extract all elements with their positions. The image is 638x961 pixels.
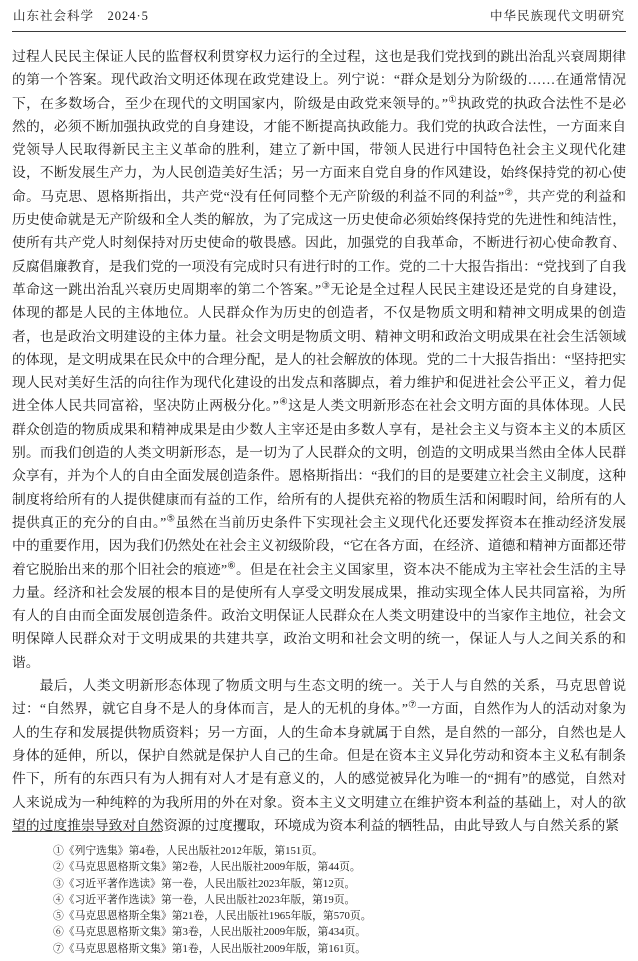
footnote-area xyxy=(12,831,626,957)
footnote: ⑤《马克思恩格斯全集》第21卷，人民出版社1965年版，第570页。 xyxy=(53,910,372,923)
page-header xyxy=(12,7,626,24)
header-rule xyxy=(12,31,626,32)
body-paragraphs xyxy=(12,45,626,837)
footnote: ①《列宁选集》第4卷，人民出版社2012年版，第151页。 xyxy=(53,844,323,857)
footnote: ④《习近平著作选读》第一卷，人民出版社2023年版，第19页。 xyxy=(53,893,356,906)
footnote-ref: ③ xyxy=(321,280,331,292)
journal-title: 山东社会科学 2024·5 xyxy=(13,9,149,23)
footnote: ⑥《马克思恩格斯文集》第3卷，人民出版社2009年版，第434页。 xyxy=(53,926,367,939)
footnote-ref: ① xyxy=(447,94,458,105)
footnote-ref: ⑦ xyxy=(407,699,417,711)
footnote-ref: ⑤ xyxy=(166,513,176,525)
body-paragraph: 过程人民民主保证人民的监督权利贯穿权力运行的全过程，这也是我们党找到的跳出治乱兴衰周期律的第一个答案。现代政治文明还体现在政党建设上。列宁说：“群众是划分为阶级的……在通常情况下，在多数场合，至少在现代的文明国家内，阶级是由政党来领导的。”①执政党的执政合法性不是必然的，必须不断加强执政党的自身建设，才能不断提高执政能力。我们党的执政合法性，一方面来自党领导人民取得新民主主义革命的胜利，建立了新中国，带领人民进行中国特色社会主义现代化建设，不断发展生产力，为人民创造美好生活；另一方面来自党自身的作风建设，始终保持党的初心使命。马克思、恩格斯指出，共产党“没有任何同整个无产阶级的利益不同的利益”②，共产党的利益和历史使命就是无产阶级和全人类的解放，为了完成这一历史使命必须始终保持党的先进性和纯洁性，使所有共产党人时刻保持对历史使命的敬畏感。因此，加强党的自我革命，不断进行初心使命教育、反腐倡廉教育，是我们党的一项没有完成时只有进行时的工作。党的二十大报告指出：“党找到了自我革命这一跳出治乱兴衰历史周期率的第二个答案。”③无论是全过程人民民主建设还是党的自身建设，体现的都是人民的主体地位。人民群众作为历史的创造者，不仅是物质文明和精神文明成果的创造者，也是政治文明建设的主体力量。社会文明是物质文明、精神文明和政治文明成果在社会生活领域的体现，是文明成果在民众中的合理分配，是人的社会解放的体现。党的二十大报告指出：“坚持把实现人民对美好生活的向往作为现代化建设的出发点和落脚点，着力维护和促进社会公平正义，着力促进全体人民共同富裕，坚决防止两极分化。”④这是人类文明新形态在社会文明方面的具体体现。人民群众创造的物质成果和精神成果是由少数人主宰还是由多数人享有，是社会主义与资本主义的本质区别。而我们创造的人类文明新形态，是一切为了人民群众的文明，创造的文明成果当然由全体人民群众享有，并为个人的自由全面发展创造条件。恩格斯指出：“我们的目的是要建立社会主义制度，这种制度将给所有的人提供健康而有益的工作，给所有的人提供充裕的物质生活和闲暇时间，给所有的人提供真正的充分的自由。”⑤虽然在当前历史条件下实现社会主义现代化还要发挥资本在推动经济发展中的重要作用，因为我们仍然处在社会主义初级阶段，“它在各方面，在经济、道德和精神方面都还带着它脱胎出来的那个旧社会的痕迹”⑥。但是在社会主义国家里，资本决不能成为主宰社会生活的主导力量。经济和社会发展的根本目的是使所有人享受文明发展成果，推动实现全体人民共同富裕，为所有人的自由而全面发展创造条件。政治文明保证人民群众在人类文明建设中的当家作主地位，社会文明保障人民群众对于文明成果的共建共享，政治文明和社会文明的统一，保证人与人之间关系的和谐。 xyxy=(12,49,627,670)
footnote: ③《习近平著作选读》第一卷，人民出版社2023年版，第12页。 xyxy=(53,877,356,890)
footnote-ref: ⑥ xyxy=(227,559,237,571)
footnote-ref: ② xyxy=(504,187,514,199)
footnote-separator xyxy=(12,831,162,832)
body-paragraph: 最后，人类文明新形态体现了物质文明与生态文明的统一。关于人与自然的关系，马克思曾说过：“自然界，就它自身不是人的身体而言，是人的无机的身体。”⑦一方面，自然作为人的活动对象为人的生存和发展提供物质资料；另一方面，人的生命本身就属于自然，是自然的一部分，自然也是人身体的延伸，所以，保护自然就是保护人自己的生命。但是在资本主义异化劳动和资本主义私有制条件下，所有的东西只有为人拥有对人才是有意义的，人的感觉被异化为唯一的“拥有”的感觉，自然对人来说成为一种纯粹的为我所用的外在对象。资本主义文明建立在维护资本利益的基础上，对人的欲望的过度推崇导致对自然资源的过度攫取，环境成为资本利益的牺牲品，由此导致人与自然关系的紧 xyxy=(12,678,626,833)
footnote: ②《马克思恩格斯文集》第2卷，人民出版社2009年版，第44页。 xyxy=(53,861,361,874)
footnotes-list xyxy=(12,843,626,957)
footnote-ref: ④ xyxy=(278,396,289,408)
section-title: 中华民族现代文明研究 xyxy=(489,9,625,23)
footnote: ⑦《马克思恩格斯文集》第1卷，人民出版社2009年版，第161页。 xyxy=(53,942,367,955)
